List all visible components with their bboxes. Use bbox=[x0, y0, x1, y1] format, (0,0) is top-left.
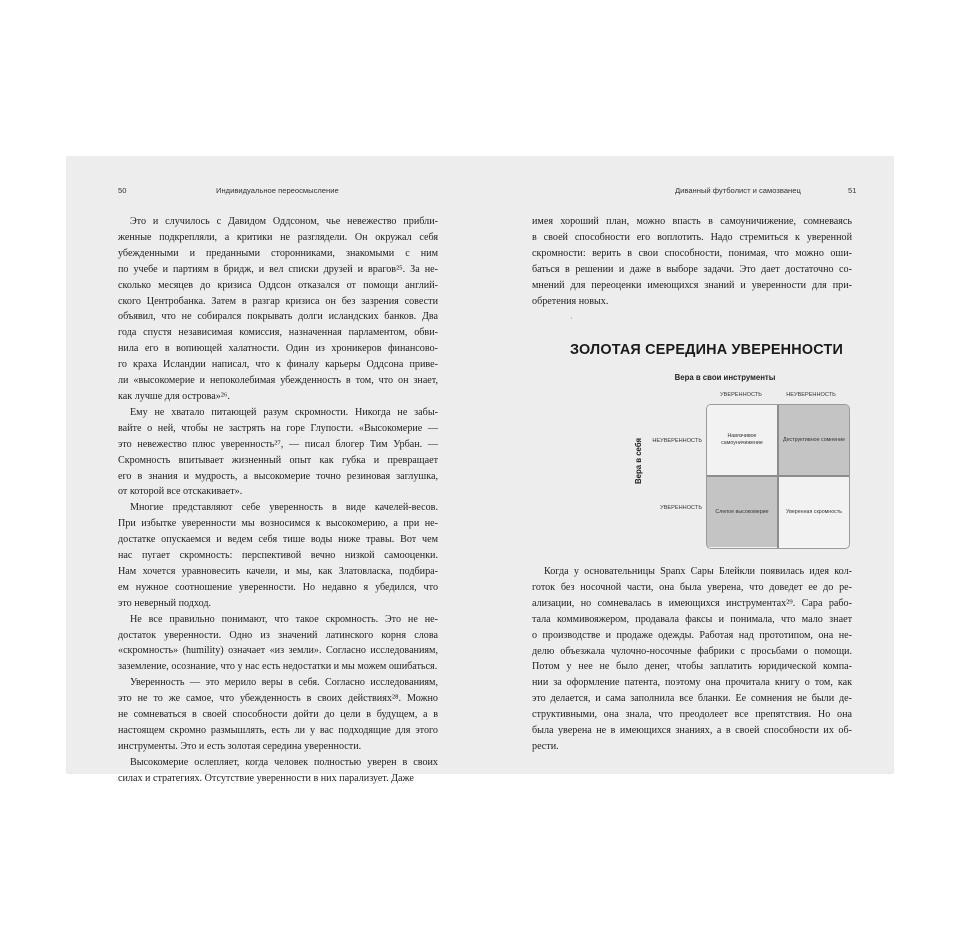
text-line: структивными, она знала, что преодолеет все препятствия. Но она bbox=[532, 709, 852, 721]
text-line: имея хороший план, можно впасть в самоуничижение, сомневаясь bbox=[532, 216, 852, 227]
text-line: это не то же самое, что убежденность в своих действиях²⁸. Можно bbox=[118, 693, 438, 705]
text-line: это делается, и сама заполнила все бланки. Ее сомнения не были де- bbox=[532, 693, 852, 705]
text-line: объявил, что не собирался покрывать долги исландских банков. Два bbox=[118, 311, 438, 323]
text-line: нас пугает скромность: перспективой вечно низкой самооценки. bbox=[118, 550, 438, 562]
paragraph bbox=[118, 675, 438, 755]
text-line: Это и случилось с Давидом Оддсоном, чье невежество прибли- bbox=[130, 216, 438, 227]
text-line: нии за оформление патента, поэтому она прочитала книгу о том, как bbox=[532, 677, 852, 689]
text-line: ского Центробанка. Затем в разгар кризиса он без зазрения совести bbox=[118, 295, 438, 307]
text-line: в своей способности его воплотить. Надо стремиться к уверенной bbox=[532, 231, 852, 243]
row-label-confidence: УВЕРЕННОСТЬ bbox=[660, 505, 702, 511]
text-line: Потом у нее не было денег, чтобы заплатить юридической компа- bbox=[532, 661, 852, 673]
text-line: по учебе и партиям в бридж, и вел списки друзей и врагов²⁵. За не- bbox=[118, 263, 438, 275]
text-line: года спустя независимая комиссия, назначенная парламентом, обви- bbox=[118, 327, 438, 339]
paragraph bbox=[532, 214, 852, 309]
text-line: Нам хочется уравновесить качели, и мы, как Златовласка, подбира- bbox=[118, 565, 438, 577]
text-line: Не все правильно понимают, что такое скромность. Это не не- bbox=[130, 613, 438, 625]
text-line: от которой все отскакивает». bbox=[118, 486, 243, 498]
decorative-dot: · bbox=[570, 314, 573, 323]
paragraph bbox=[118, 755, 438, 787]
text-line: го краха Исландии написал, что к финалу карьеры Оддсона приве- bbox=[118, 359, 438, 371]
text-line: «скромность» (humility) означает «из земли». Согласно исследованиям, bbox=[118, 645, 438, 657]
paragraph bbox=[118, 405, 438, 500]
text-line: Ему не хватало питающей разум скромности. Никогда не забы- bbox=[130, 406, 438, 418]
cell-self-deprecation: Навязчивое самоуничижение bbox=[707, 405, 777, 475]
text-line: настоящем скромно размышлять, есть ли у вас подходящие для этого bbox=[118, 725, 438, 736]
text-line: скромности: верить в свои способности, понимая, что можно оши- bbox=[532, 247, 852, 259]
text-line: Когда у основательницы Spanx Сары Блейкли появилась идея кол- bbox=[544, 566, 852, 577]
text-line: ем нужное соотношение уверенности. Но недавно я убедился, что bbox=[118, 581, 438, 593]
text-line: убежденными и преданными сторонниками, знакомыми с ним bbox=[118, 247, 438, 259]
right-running-head: Диванный футболист и самозванец bbox=[675, 186, 801, 195]
right-intro-paragraph bbox=[532, 214, 852, 309]
text-line: обретения новых. bbox=[532, 295, 609, 307]
text-line: делю объезжала чулочно-носочные фабрики с просьбами о помощи. bbox=[532, 645, 852, 657]
paragraph bbox=[118, 500, 438, 611]
text-line: это невежество плюс уверенность²⁷, — писал блогер Тим Урбан. — bbox=[118, 438, 438, 450]
text-line: достатке опускаемся и ведем себя тише воды ниже травы. Вот чем bbox=[118, 534, 438, 546]
text-line: При избытке уверенности мы возносимся к высокомерию, а при не- bbox=[118, 518, 438, 530]
left-running-head: Индивидуальное переосмысление bbox=[216, 186, 339, 195]
left-page bbox=[66, 156, 480, 784]
right-page-number: 51 bbox=[848, 186, 857, 195]
matrix-divider-horizontal bbox=[707, 475, 849, 477]
text-line: ализации, но сомневалась в имеющихся инструментах²⁹. Сара рабо- bbox=[532, 597, 852, 609]
diagram-title: Вера в свои инструменты bbox=[674, 373, 776, 382]
book-spread bbox=[66, 156, 894, 784]
left-body-text bbox=[118, 214, 438, 787]
text-line: не сомневаться в своей способности дойти до цели в будущем, а в bbox=[118, 709, 438, 721]
paragraph bbox=[118, 214, 438, 405]
cell-confident-humility: Уверенная скромность bbox=[779, 477, 849, 547]
text-line: тала коммивояжером, продавала факсы и понимала, что мало знает bbox=[532, 613, 852, 625]
text-line: как лучше для острова»²⁶. bbox=[118, 390, 230, 402]
paragraph bbox=[532, 564, 852, 755]
cell-blind-arrogance: Слепое высокомерие bbox=[707, 477, 777, 547]
text-line: была уверена не в имеющихся знаниях, а в своей способности их об- bbox=[532, 725, 852, 737]
text-line: рести. bbox=[532, 740, 559, 752]
text-line: это неверный подход. bbox=[118, 597, 212, 609]
text-line: вайте о ней, чтобы не застрять на горе Глупости. «Высокомерие — bbox=[118, 422, 438, 434]
text-line: Скромность впитывает жизненный опыт как губка и превращает bbox=[118, 454, 438, 466]
text-line: заземление, осознание, что у нас есть недостатки и мы можем ошибаться. bbox=[118, 661, 438, 673]
text-line: сколько месяцев до кризиса Оддсон отказался от помощи англий- bbox=[118, 279, 438, 291]
row-label-doubt: НЕУВЕРЕННОСТЬ bbox=[652, 438, 702, 444]
text-line: инструменты. Это и есть золотая середина уверенности. bbox=[118, 740, 362, 752]
vertical-axis-title: Вера в себя bbox=[634, 437, 643, 484]
text-line: достаток уверенности. Одно из значений латинского корня слова bbox=[118, 629, 438, 641]
right-closing-paragraph bbox=[532, 564, 852, 755]
left-page-number: 50 bbox=[118, 186, 127, 195]
text-line: Высокомерие ослепляет, когда человек полностью уверен в своих bbox=[130, 756, 438, 768]
text-line: Многие представляют себе уверенность в виде качелей-весов. bbox=[130, 502, 438, 514]
text-line: баться в решении и даже в выборе задачи. Это дает достаточно со- bbox=[532, 263, 852, 275]
text-line: о производстве и продаже одежды. Работая над прототипом, она не- bbox=[532, 629, 852, 641]
text-line: готок без носочной части, она была уверена, что доведет ее до ре- bbox=[532, 581, 852, 593]
column-label-confidence: УВЕРЕННОСТЬ bbox=[720, 392, 762, 398]
text-line: его в знания и мудрость, а высокомерие точно резиновая заглушка, bbox=[118, 470, 438, 482]
right-page bbox=[480, 156, 894, 774]
text-line: ли «высокомерие и непоколебимая убежденность в том, что он знает, bbox=[118, 375, 438, 387]
text-line: женные подкрепляли, а критики не разглядели. Он окружал себя bbox=[118, 231, 438, 243]
paragraph bbox=[118, 612, 438, 676]
text-line: нила его в вопиющей халатности. Один из хроникеров финансово- bbox=[118, 343, 438, 355]
column-label-doubt: НЕУВЕРЕННОСТЬ bbox=[786, 392, 836, 398]
text-line: Уверенность — это мерило веры в себя. Согласно исследованиям, bbox=[130, 677, 438, 689]
text-line: силах и стратегиях. Отсутствие уверенности в них парализует. Даже bbox=[118, 772, 414, 784]
cell-destructive-doubt: Деструктивное сомнение bbox=[779, 405, 849, 475]
confidence-matrix bbox=[706, 404, 850, 549]
text-line: мнений для переоценки имеющихся знаний и уверенности для при- bbox=[532, 279, 852, 291]
section-heading: ЗОЛОТАЯ СЕРЕДИНА УВЕРЕННОСТИ bbox=[570, 342, 844, 358]
